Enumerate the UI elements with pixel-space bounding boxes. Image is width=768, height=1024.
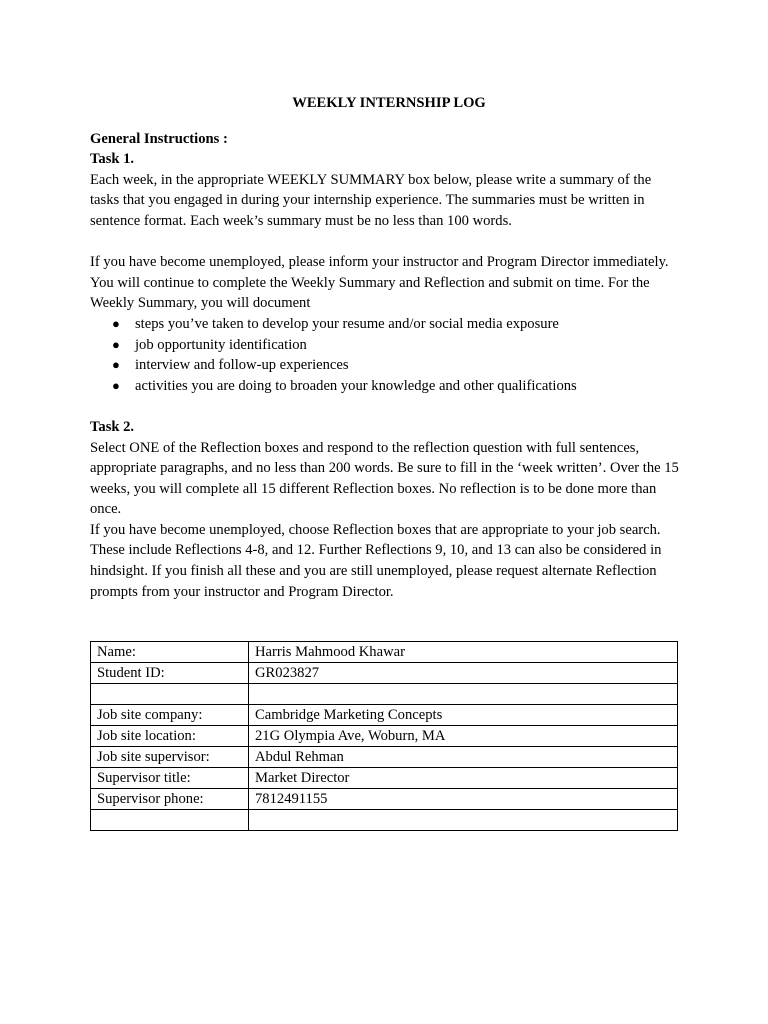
task1-paragraph-1: Each week, in the appropriate WEEKLY SUMMARY box below, please write a summary of the tasks that you engaged in during your internship experience. The summaries must be written in sentence format. Each week’s summary must be no less than 100 words. [90, 171, 652, 229]
table-cell-label: Job site company: [91, 705, 249, 726]
table-cell-value: 7812491155 [249, 789, 678, 810]
table-row [91, 789, 678, 810]
bullet-icon: ● [112, 336, 120, 352]
task2-paragraph-2: If you have become unemployed, choose Reflection boxes that are appropriate to your job search. These include Reflections 4-8, and 12. Further Reflections 9, 10, and 13 can also be considered in hindsight. If you finish all these and you are still unemployed, please request alternate Reflection prompts from your instructor and Program Director. [90, 521, 662, 600]
bullet-icon: ● [112, 357, 120, 373]
bullet-text: steps you’ve taken to develop your resume and/or social media exposure [135, 315, 559, 332]
table-row [91, 768, 678, 789]
list-item [90, 376, 680, 397]
bullet-text: activities you are doing to broaden your knowledge and other qualifications [135, 377, 577, 394]
bullet-icon: ● [112, 377, 120, 393]
bullet-text: interview and follow-up experiences [135, 357, 349, 374]
general-instructions-heading: General Instructions : [90, 130, 228, 147]
paragraph-spacer [90, 396, 680, 417]
task1-heading: Task 1. [90, 151, 135, 168]
table-cell-label: Name: [91, 642, 249, 663]
task2-paragraph-1: Select ONE of the Reflection boxes and respond to the reflection question with full sentences, appropriate paragraphs, and no less than 200 words. Be sure to fill in the ‘week written’. Over the 15 weeks, you will complete all 15 different Reflection boxes. No reflection is to be done more than once. [90, 439, 679, 518]
intern-info-table [90, 641, 678, 831]
paragraph-spacer [90, 232, 680, 253]
table-cell-value [249, 684, 678, 705]
table-row [91, 705, 678, 726]
table-cell-label [91, 684, 249, 705]
task1-bullet-list [90, 314, 680, 396]
task1-paragraph-2: If you have become unemployed, please inform your instructor and Program Director immediately. You will continue to complete the Weekly Summary and Reflection and submit on time. For the Weekly Summary, you will document [90, 254, 669, 312]
document-page [90, 93, 680, 602]
task2-heading: Task 2. [90, 418, 135, 435]
list-item [90, 355, 680, 376]
table-cell-value: 21G Olympia Ave, Woburn, MA [249, 726, 678, 747]
table-row [91, 726, 678, 747]
table-cell-label: Job site location: [91, 726, 249, 747]
table-cell-value: Abdul Rehman [249, 747, 678, 768]
table-cell-value: GR023827 [249, 663, 678, 684]
table-row [91, 810, 678, 831]
table-cell-label [91, 810, 249, 831]
table-row [91, 642, 678, 663]
table-row [91, 663, 678, 684]
table-cell-value: Market Director [249, 768, 678, 789]
bullet-text: job opportunity identification [135, 336, 307, 353]
table-cell-value: Harris Mahmood Khawar [249, 642, 678, 663]
table-cell-label: Student ID: [91, 663, 249, 684]
table-cell-label: Job site supervisor: [91, 747, 249, 768]
bullet-icon: ● [112, 315, 120, 331]
table-cell-label: Supervisor phone: [91, 789, 249, 810]
table-row [91, 747, 678, 768]
document-title: WEEKLY INTERNSHIP LOG [292, 95, 486, 111]
table-cell-value [249, 810, 678, 831]
table-cell-value: Cambridge Marketing Concepts [249, 705, 678, 726]
table-row [91, 684, 678, 705]
list-item [90, 314, 680, 335]
table-cell-label: Supervisor title: [91, 768, 249, 789]
list-item [90, 335, 680, 356]
